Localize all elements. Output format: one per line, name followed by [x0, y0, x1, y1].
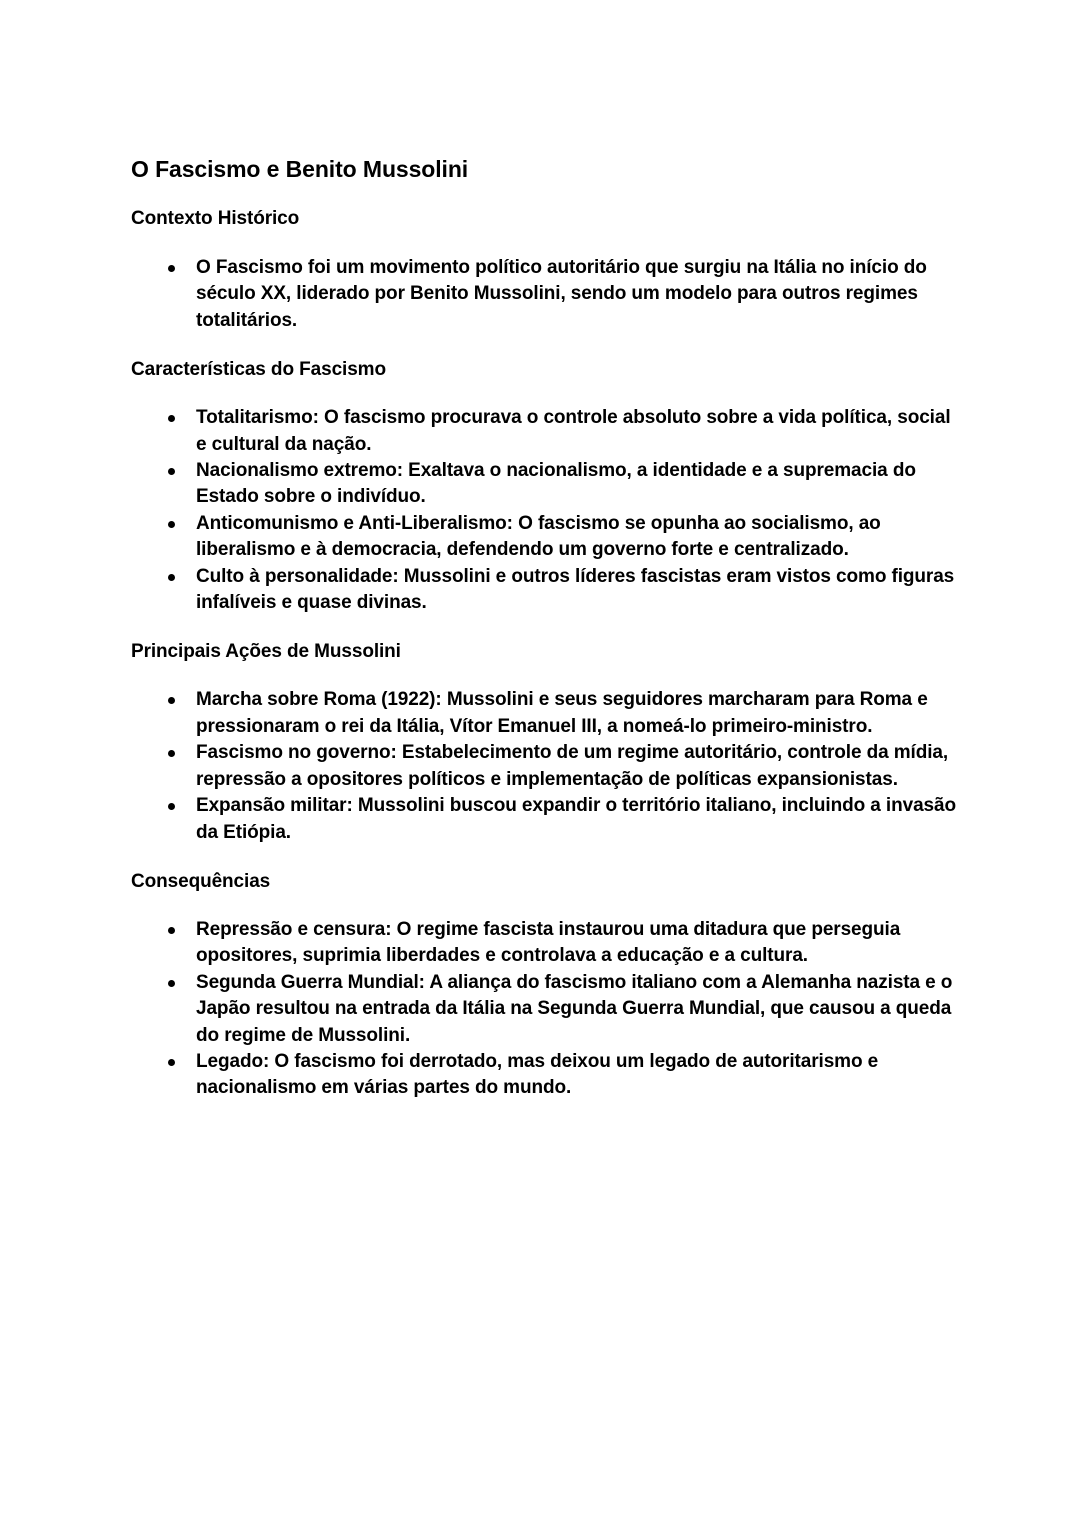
- bullet-icon: [168, 980, 175, 987]
- bullet-icon: [168, 803, 175, 810]
- bullet-icon: [168, 521, 175, 528]
- section-consequencias: [131, 869, 961, 1102]
- list-item-text: Totalitarismo: O fascismo procurava o controle absoluto sobre a vida política, social e cultural da nação.: [196, 407, 951, 455]
- list-item-text: Repressão e censura: O regime fascista instaurou uma ditadura que perseguia opositores, suprimia liberdades e controlava a educação e a cultura.: [196, 918, 901, 967]
- list-item-text: Segunda Guerra Mundial: A aliança do fascismo italiano com a Alemanha nazista e o Japão resultou na entrada da Itália na Segunda Guerra Mundial, que causou a queda do regime de Mussolini.: [196, 971, 953, 1046]
- list-item: [131, 1049, 961, 1102]
- list-item-text: Nacionalismo extremo: Exaltava o nacionalismo, a identidade e a supremacia do Estado sobre o indivíduo.: [196, 460, 916, 508]
- section-heading: Consequências: [131, 870, 271, 892]
- list-item-text: O Fascismo foi um movimento político autoritário que surgiu na Itália no início do século XX, liderado por Benito Mussolini, sendo um modelo para outros regimes totalitários.: [196, 257, 927, 331]
- section-heading: Principais Ações de Mussolini: [131, 641, 401, 663]
- section-caracteristicas: [131, 357, 961, 616]
- list-item: [131, 458, 961, 511]
- document-page: [131, 152, 961, 1102]
- bullet-icon: [168, 468, 175, 475]
- list-item: [131, 255, 961, 334]
- list-item: [131, 793, 961, 846]
- bullet-icon: [168, 574, 175, 581]
- section-heading: Características do Fascismo: [131, 359, 386, 381]
- list-item: [131, 740, 961, 793]
- bullet-icon: [168, 750, 175, 757]
- list-item: [131, 687, 961, 740]
- bullet-list: [131, 255, 961, 334]
- section-heading: Contexto Histórico: [131, 208, 300, 229]
- bullet-list: [131, 405, 961, 616]
- list-item-text: Anticomunismo e Anti-Liberalismo: O fascismo se opunha ao socialismo, ao liberalismo e à democracia, defendendo um governo forte e centralizado.: [196, 512, 881, 561]
- list-item: [131, 564, 961, 617]
- bullet-icon: [168, 927, 175, 934]
- list-item: [131, 917, 961, 970]
- list-item-text: Culto à personalidade: Mussolini e outros líderes fascistas eram vistos como figuras infalíveis e quase divinas.: [196, 565, 955, 614]
- bullet-icon: [168, 415, 175, 422]
- bullet-icon: [168, 697, 175, 704]
- list-item-text: Expansão militar: Mussolini buscou expandir o território italiano, incluindo a invasão da Etiópia.: [196, 795, 956, 843]
- section-contexto-historico: [131, 206, 961, 334]
- section-principais-acoes: [131, 639, 961, 845]
- bullet-icon: [168, 1059, 175, 1066]
- document-title: O Fascismo e Benito Mussolini: [131, 156, 469, 182]
- list-item: [131, 511, 961, 564]
- list-item-text: Marcha sobre Roma (1922): Mussolini e seus seguidores marcharam para Roma e pressionaram o rei da Itália, Vítor Emanuel III, a nomeá-lo primeiro-ministro.: [196, 689, 928, 737]
- bullet-icon: [168, 265, 175, 272]
- bullet-list: [131, 687, 961, 845]
- list-item-text: Fascismo no governo: Estabelecimento de um regime autoritário, controle da mídia, repressão a opositores políticos e implementação de políticas expansionistas.: [196, 742, 949, 790]
- bullet-list: [131, 917, 961, 1102]
- list-item-text: Legado: O fascismo foi derrotado, mas deixou um legado de autoritarismo e nacionalismo em várias partes do mundo.: [196, 1050, 879, 1099]
- list-item: [131, 970, 961, 1049]
- list-item: [131, 405, 961, 458]
